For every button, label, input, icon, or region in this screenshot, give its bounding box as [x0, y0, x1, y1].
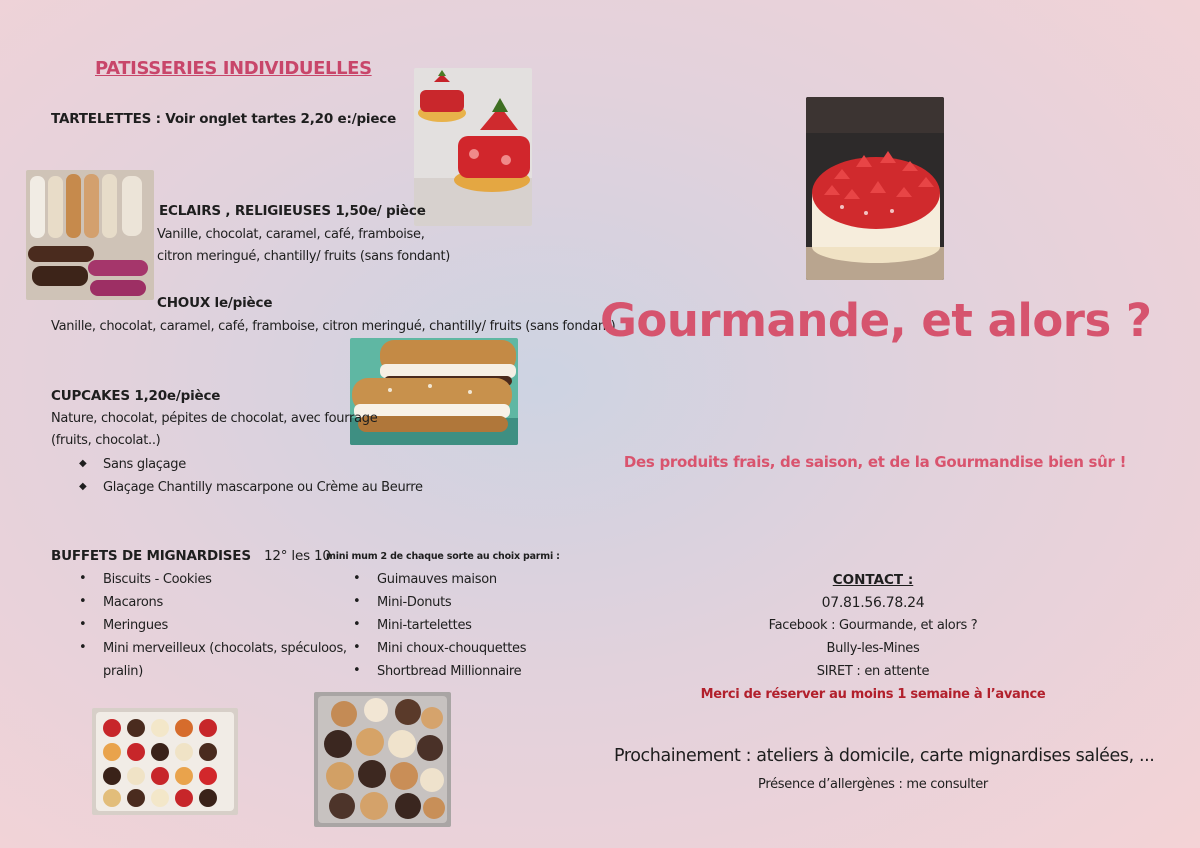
cupcakes-option: ◆ Glaçage Chantilly mascarpone ou Crème au Beurre	[77, 480, 423, 503]
contact-city: Bully-les-Mines	[826, 641, 920, 656]
section-heading: PATISSERIES INDIVIDUELLES	[95, 58, 372, 79]
cupcakes-title: CUPCAKES 1,20e/pièce	[51, 388, 221, 404]
contact-siret: SIRET : en attente	[816, 664, 930, 679]
choux-photo	[350, 338, 518, 445]
list-item-continuation: pralin)	[103, 664, 143, 679]
list-item: • Mini-Donuts	[351, 595, 526, 618]
cupcakes-line2: (fruits, chocolat..)	[51, 433, 161, 448]
list-item: • Mini choux-chouquettes	[351, 641, 526, 664]
buffets-list-2	[351, 572, 526, 687]
upcoming-line: Prochainement : ateliers à domicile, carte mignardises salées, ...	[614, 746, 1155, 766]
choux-title: CHOUX le/pièce	[157, 295, 273, 311]
mignardises-photo	[92, 708, 238, 815]
eclairs-photo	[26, 170, 154, 300]
contact-heading: CONTACT :	[832, 572, 914, 588]
buffets-list-1	[77, 572, 347, 664]
reservation-notice: Merci de réserver au moins 1 semaine à l’avance	[700, 687, 1046, 702]
eclairs-line2: citron meringué, chantilly/ fruits (sans fondant)	[157, 249, 451, 264]
choux-line1: Vanille, chocolat, caramel, café, framboise, citron meringué, chantilly/ fruits (sans fondant)	[51, 319, 616, 334]
tagline: Des produits frais, de saison, et de la Gourmandise bien sûr !	[623, 453, 1127, 471]
buffets-price: 12° les 10	[264, 548, 331, 564]
list-item: • Mini merveilleux (chocolats, spéculoos,	[77, 641, 347, 664]
list-item: • Meringues	[77, 618, 347, 641]
merveilleux-photo	[314, 692, 451, 827]
contact-facebook: Facebook : Gourmande, et alors ?	[768, 618, 978, 633]
brand-title: Gourmande, et alors ?	[600, 294, 1152, 347]
list-item: • Shortbread Millionnaire	[351, 664, 526, 687]
cupcakes-line1: Nature, chocolat, pépites de chocolat, avec fourrage	[51, 411, 378, 426]
contact-block	[700, 572, 1046, 710]
buffets-title: BUFFETS DE MIGNARDISES	[51, 548, 251, 564]
eclairs-line1: Vanille, chocolat, caramel, café, framboise,	[157, 227, 425, 242]
buffets-note: mini mum 2 de chaque sorte au choix parmi :	[326, 551, 560, 562]
eclairs-title: ECLAIRS , RELIGIEUSES 1,50e/ pièce	[159, 203, 426, 219]
list-item: • Guimauves maison	[351, 572, 526, 595]
cake-photo	[806, 97, 944, 280]
list-item: • Mini-tartelettes	[351, 618, 526, 641]
tartelettes-photo	[414, 68, 532, 226]
cupcakes-options	[77, 457, 423, 503]
contact-phone: 07.81.56.78.24	[821, 595, 925, 611]
cupcakes-option: ◆ Sans glaçage	[77, 457, 423, 480]
list-item: • Macarons	[77, 595, 347, 618]
tartelettes-line: TARTELETTES : Voir onglet tartes 2,20 e:/piece	[51, 111, 397, 127]
list-item: • Biscuits - Cookies	[77, 572, 347, 595]
allergens-line: Présence d’allergènes : me consulter	[758, 777, 988, 792]
